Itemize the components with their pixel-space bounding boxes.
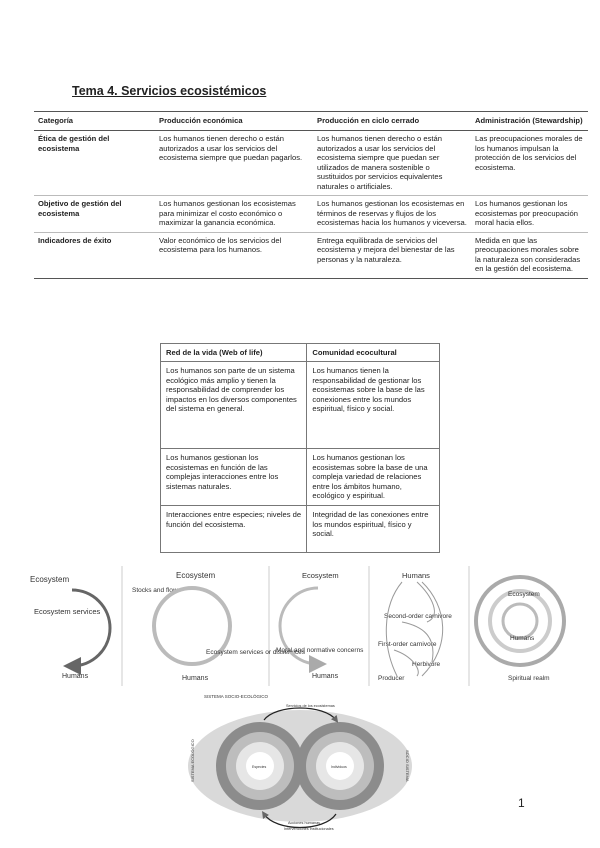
header-red-de-la-vida: Red de la vida (Web of life) bbox=[161, 344, 307, 362]
header-produccion-economica: Producción económica bbox=[155, 112, 313, 131]
panel1-bottom-label: Humans bbox=[62, 673, 89, 680]
table-cell: Interacciones entre especies; niveles de función del ecosistema. bbox=[161, 506, 307, 553]
panel1-top-label: Ecosystem bbox=[30, 575, 70, 584]
left-side-label: SISTEMA ECOLÓGICO bbox=[190, 739, 195, 782]
panel5-humans-label: Humans bbox=[510, 635, 535, 642]
table-header-row bbox=[161, 344, 440, 362]
left-center-label: Especies bbox=[252, 765, 267, 769]
page-title: Tema 4. Servicios ecosistémicos bbox=[72, 84, 267, 98]
table-cell: Los humanos son parte de un sistema ecológico más amplio y tienen la responsabilidad de comprender los impactos en los diversos componentes del sistema en general. bbox=[161, 362, 307, 449]
page-number: 1 bbox=[518, 796, 525, 810]
table-cell: Los humanos gestionan los ecosistemas para minimizar el costo económico o maximizar la ganancia económica. bbox=[155, 196, 313, 232]
table-row bbox=[161, 362, 440, 449]
row-category: Indicadores de éxito bbox=[34, 232, 155, 278]
table-row bbox=[34, 232, 588, 278]
table-row bbox=[161, 506, 440, 553]
panel3-top-label: Ecosystem bbox=[302, 571, 339, 580]
panel4-herbivore-label: Herbivore bbox=[412, 661, 441, 668]
table-cell: Los humanos gestionan los ecosistemas en función de las complejas interacciones entre los sistemas naturales. bbox=[161, 449, 307, 506]
table-cell: Integridad de las conexiones entre los mundos espiritual, físico y social. bbox=[307, 506, 440, 553]
arrow-top-label: Servicios de los ecosistemas bbox=[286, 704, 335, 708]
panel4-humans-label: Humans bbox=[402, 571, 430, 580]
panel3-bottom-label: Humans bbox=[312, 673, 339, 680]
table-cell: Los humanos gestionan los ecosistemas en términos de reservas y flujos de los ecosistemas hacia los humanos y viceversa. bbox=[313, 196, 471, 232]
panel1-arrow bbox=[72, 590, 110, 666]
table-cell: Los humanos gestionan los ecosistemas por preocupación moral hacia ellos. bbox=[471, 196, 588, 232]
arrow-bottom-label-2: Intervenciones institucionales bbox=[284, 827, 334, 831]
table-cell: Medida en que las preocupaciones morales sobre la naturaleza son consideradas en la gestión del ecosistema. bbox=[471, 232, 588, 278]
header-comunidad-ecocultural: Comunidad ecocultural bbox=[307, 344, 440, 362]
panel4-second-order-label: Second-order carnivore bbox=[384, 613, 452, 620]
row-category: Ética de gestión del ecosistema bbox=[34, 131, 155, 196]
panel2-top-label: Ecosystem bbox=[176, 571, 216, 580]
panel-ecocultural-community bbox=[476, 577, 564, 682]
table-cell: Los humanos tienen derecho o están autorizados a usar los servicios del ecosistema siempre que puedan pagarlos. bbox=[155, 131, 313, 196]
table-cell: Los humanos tienen la responsabilidad de gestionar los ecosistemas sobre la base de las conexiones entre los mundos espiritual, físico y social. bbox=[307, 362, 440, 449]
table-row bbox=[34, 131, 588, 196]
right-center-label: Individuos bbox=[331, 765, 347, 769]
panel-web-of-life bbox=[378, 571, 452, 682]
table-row bbox=[161, 449, 440, 506]
header-administracion: Administración (Stewardship) bbox=[471, 112, 588, 131]
header-categoria: Categoría bbox=[34, 112, 155, 131]
table-cell: Valor económico de los servicios del ecosistema para los humanos. bbox=[155, 232, 313, 278]
panel-economic-production bbox=[30, 575, 110, 680]
socio-ecological-system-figure bbox=[180, 690, 420, 840]
panel5-spiritual-label: Spiritual realm bbox=[508, 675, 550, 682]
table-row bbox=[34, 196, 588, 232]
table-cell: Los humanos gestionan los ecosistemas sobre la base de una compleja variedad de relaciones entre los ámbitos humano, ecológico y espiritual. bbox=[307, 449, 440, 506]
row-category: Objetivo de gestión del ecosistema bbox=[34, 196, 155, 232]
panel2-left-label: Stocks and flows bbox=[132, 587, 181, 594]
system-label: SISTEMA SOCIO-ECOLÓGICO bbox=[204, 694, 269, 699]
header-ciclo-cerrado: Producción en ciclo cerrado bbox=[313, 112, 471, 131]
arrow-bottom-label-1: Acciones humanas bbox=[288, 821, 321, 825]
table-cell: Las preocupaciones morales de los humanos impulsan la protección de los servicios del ecosistema. bbox=[471, 131, 588, 196]
panel4-producer-label: Producer bbox=[378, 675, 405, 682]
table-header-row bbox=[34, 112, 588, 131]
panel-stewardship bbox=[276, 571, 364, 680]
table-cell: Entrega equilibrada de servicios del ecosistema y mejora del bienestar de las personas y la naturaleza. bbox=[313, 232, 471, 278]
ecosystem-models-figure bbox=[22, 566, 572, 691]
panel1-middle-label: Ecosystem services bbox=[34, 607, 101, 616]
panel2-right-label: Ecosystem services or disservices bbox=[206, 649, 305, 656]
panel4-first-order-label: First-order carnivore bbox=[378, 641, 437, 648]
table-cell: Los humanos tienen derecho o están autorizados a usar los servicios del ecosistema siempre que puedan ser utilizados de manera sostenible o sustituidos por servicios equivalentes naturales o artificiales. bbox=[313, 131, 471, 196]
right-side-label: SOCIO SISTEMA bbox=[405, 750, 410, 782]
web-of-life-table bbox=[160, 343, 440, 553]
management-approaches-table bbox=[34, 111, 588, 279]
panel5-ecosystem-label: Ecosystem bbox=[508, 591, 540, 598]
panel2-bottom-label: Humans bbox=[182, 675, 209, 682]
panel3-left-label: Moral and normative concerns bbox=[276, 647, 364, 654]
